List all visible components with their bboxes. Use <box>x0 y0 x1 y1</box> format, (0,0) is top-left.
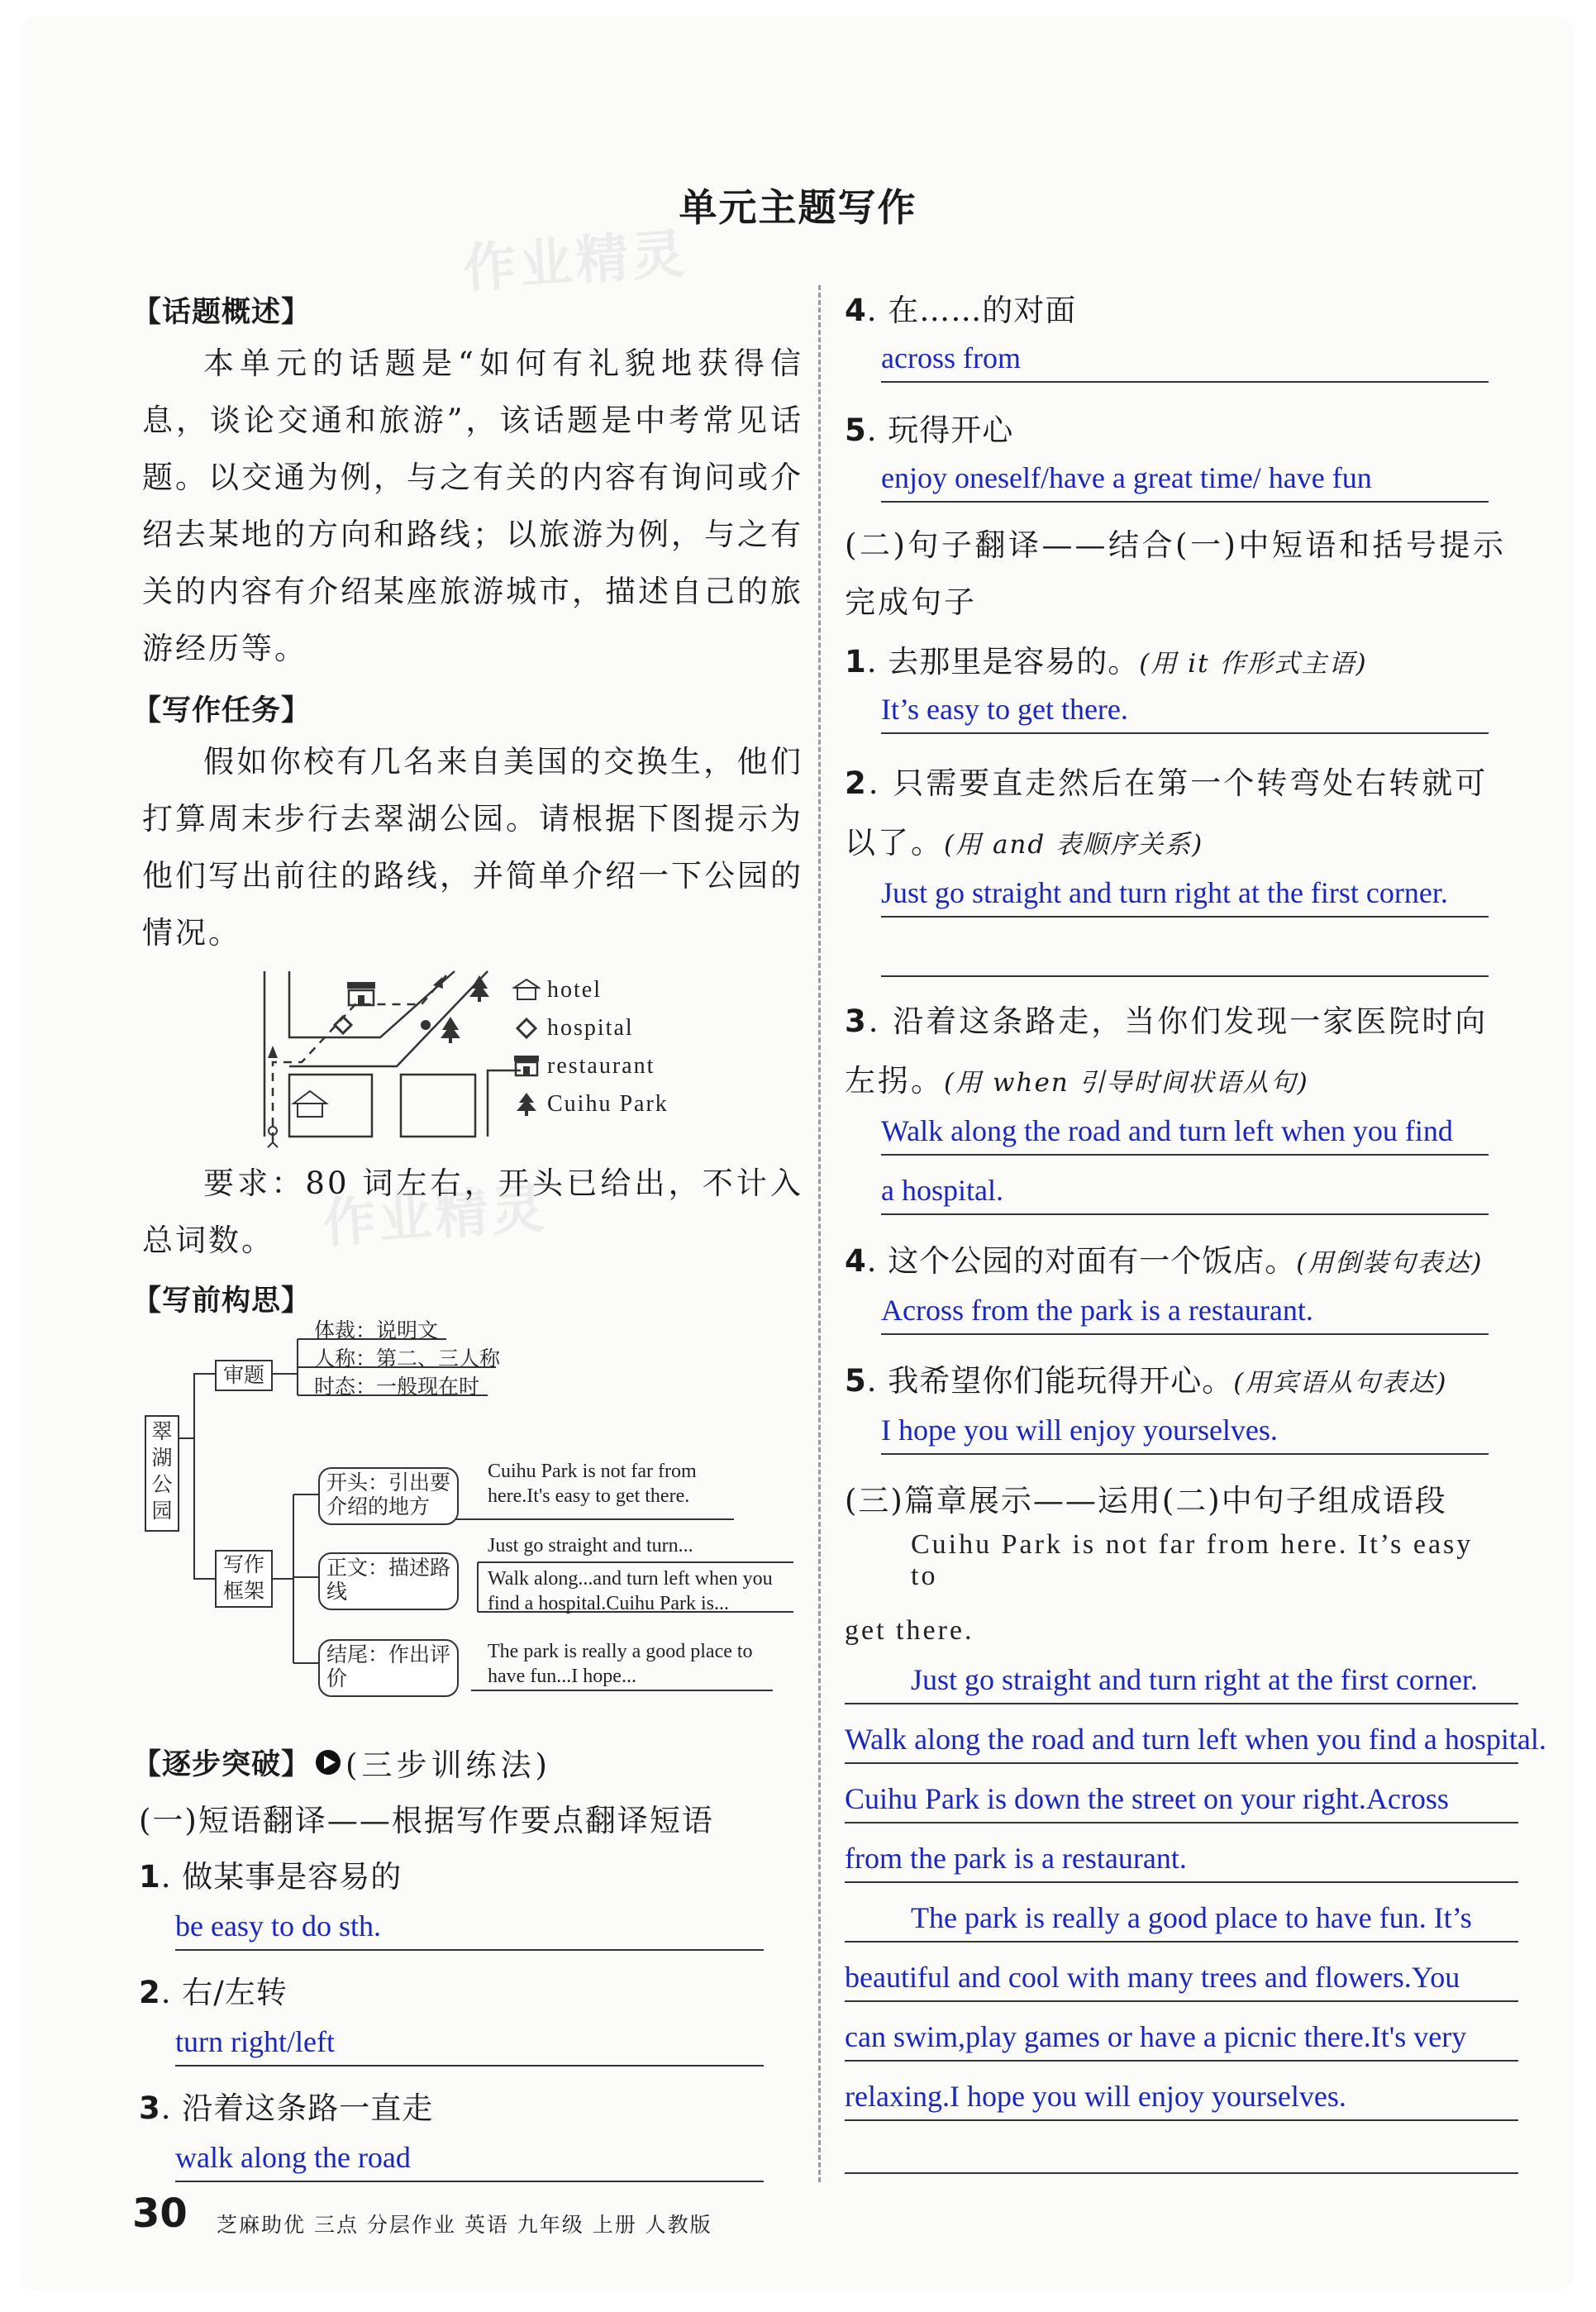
phrase-answer: walk along the road <box>175 2139 764 2182</box>
legend-hotel: hotel <box>512 971 760 1009</box>
steps-heading-note: (三步训练法) <box>345 1747 551 1783</box>
hotel-icon <box>293 1091 326 1117</box>
topic-text <box>142 335 803 677</box>
sentence-item: 5. 我希望你们能玩得开心。(用宾语从句表达) I hope you will enjoy yourselves. <box>845 1356 1506 1455</box>
steps-heading: 【逐步突破】 <box>132 1748 312 1781</box>
essay-line: beautiful and cool with many trees and flowers.You <box>845 1959 1518 2002</box>
task-paragraph: 假如你校有几名来自美国的交换生，他们打算周末步行去翠湖公园。请根据下图提示为他们写出前往的路线，并简单介绍一下公园的情况。 <box>142 744 803 951</box>
column-divider <box>818 285 821 2182</box>
essay <box>845 1529 1546 2174</box>
mindmap-branch-review: 审题 <box>215 1360 273 1391</box>
phrase-item: 3. 沿着这条路一直走 walk along the road <box>139 2083 800 2182</box>
legend-hospital: hospital <box>512 1009 760 1047</box>
sentence-answer: Across from the park is a restaurant. <box>881 1292 1489 1335</box>
hospital-icon <box>335 1017 351 1033</box>
hospital-icon <box>512 1016 541 1041</box>
essay-line: from the park is a restaurant. <box>845 1840 1518 1883</box>
sentence-answer: It’s easy to get there. <box>881 691 1489 734</box>
restaurant-icon <box>347 982 375 1005</box>
restaurant-icon <box>512 1054 541 1079</box>
sentence-answer: Walk along the road and turn left when you find <box>881 1113 1489 1156</box>
task-text <box>142 733 803 961</box>
sentence-answer: Just go straight and turn right at the first corner. <box>881 875 1489 918</box>
mindmap-end-box: 结尾：作出评价 <box>318 1639 459 1697</box>
sentence-item: 4. 这个公园的对面有一个饭店。(用倒装句表达) Across from the park is a restaurant. <box>845 1236 1506 1335</box>
person-icon <box>268 1127 278 1147</box>
phrase-item: 4. 在……的对面 across from <box>845 285 1506 383</box>
arrow-icon <box>268 1046 278 1058</box>
steps-heading-row <box>132 1740 551 1785</box>
mindmap-start-box: 开头：引出要介绍的地方 <box>318 1467 459 1525</box>
essay-line: Walk along the road and turn left when you find a hospital. <box>845 1721 1518 1764</box>
mindmap-root: 翠湖公园 <box>145 1415 179 1532</box>
mindmap-genre: 体裁：说明文 <box>314 1318 439 1342</box>
page-number: 30 <box>132 2190 188 2237</box>
sentence-item: 3. 沿着这条路走，当你们发现一家医院时向左拐。(用 when 引导时间状语从句) Walk along the road and turn left when you find a hospital. <box>845 992 1506 1215</box>
essay-line: relaxing.I hope you will enjoy yourselves. <box>845 2078 1518 2121</box>
tree-icon <box>441 1017 460 1043</box>
sentence-item: 1. 去那里是容易的。(用 it 作形式主语) It’s easy to get there. <box>845 636 1506 734</box>
legend-restaurant: restaurant <box>512 1047 760 1085</box>
sentence-item: 2. 只需要直走然后在第一个转弯处右转就可以了。(用 and 表顺序关系) Just go straight and turn right at the first corner. <box>845 754 1506 977</box>
essay-given-line: get there. <box>845 1615 974 1646</box>
watermark: 作业精灵 <box>321 1178 550 1256</box>
plan-heading: 【写前构思】 <box>132 1285 312 1318</box>
watermark: 作业精灵 <box>461 223 690 301</box>
sentence-answer: a hospital. <box>881 1172 1489 1215</box>
task-heading: 【写作任务】 <box>132 694 312 727</box>
requirement-paragraph: 要求：80 词左右，开头已给出，不计入总词数。 <box>142 1166 803 1258</box>
mindmap-person: 人称：第二、三人称 <box>314 1347 501 1371</box>
essay-line: Cuihu Park is down the street on your right.Across <box>845 1780 1518 1823</box>
footer-text: 芝麻助优 三点 分层作业 英语 九年级 上册 人教版 <box>217 2213 712 2237</box>
map-legend <box>512 971 760 1123</box>
essay-line: The park is really a good place to have fun. It’s <box>845 1900 1518 1943</box>
answer-line <box>881 975 1489 977</box>
mindmap-tense: 时态：一般现在时 <box>314 1375 480 1399</box>
phrase-item: 5. 玩得开心 enjoy oneself/have a great time/ have fun <box>845 405 1506 503</box>
essay-line: Just go straight and turn right at the first corner. <box>845 1661 1518 1704</box>
topic-paragraph: 本单元的话题是“如何有礼貌地获得信息，谈论交通和旅游”，该话题是中考常见话题。以交通为例，与之有关的内容有询问或介绍去某地的方向和路线；以旅游为例，与之有关的内容有介绍某座旅游城市，描述自己的旅游经历等。 <box>142 346 803 666</box>
topic-heading: 【话题概述】 <box>132 296 312 329</box>
arrow-icon <box>433 977 443 989</box>
mindmap-body-box: 正文：描述路线 <box>318 1552 459 1610</box>
mindmap-body-text-1: Just go straight and turn... <box>488 1535 693 1556</box>
part2-title: (二)句子翻译——结合(一)中短语和括号提示完成句子 <box>845 527 1506 620</box>
mindmap-branch-frame: 写作框架 <box>215 1550 273 1608</box>
play-icon <box>314 1748 342 1776</box>
phrase-answer: be easy to do sth. <box>175 1908 764 1951</box>
sentence-answer: I hope you will enjoy yourselves. <box>881 1412 1489 1455</box>
mind-map <box>141 1318 802 1719</box>
mindmap-start-text: Cuihu Park is not far from here.It's easy to get there. <box>488 1461 697 1507</box>
requirement-text <box>142 1155 803 1269</box>
phrase-answer: enjoy oneself/have a great time/ have fun <box>881 460 1489 503</box>
essay-line: can swim,play games or have a picnic there.It's very <box>845 2019 1518 2062</box>
phrase-item: 1. 做某事是容易的 be easy to do sth. <box>139 1852 800 1951</box>
phrase-answer: across from <box>881 340 1489 383</box>
page-title: 单元主题写作 <box>679 185 917 230</box>
hotel-icon <box>512 978 541 1003</box>
part1-title: (一)短语翻译——根据写作要点翻译短语 <box>139 1803 714 1838</box>
answer-line <box>845 2172 1518 2174</box>
phrase-answer: turn right/left <box>175 2024 764 2066</box>
mindmap-body-text-2: Walk along...and turn left when you find a hospital.Cuihu Park is... <box>488 1568 773 1614</box>
legend-park: Cuihu Park <box>512 1085 760 1123</box>
essay-given-line: Cuihu Park is not far from here. It’s easy to <box>911 1529 1474 1591</box>
phrase-item: 2. 右/左转 turn right/left <box>139 1967 800 2066</box>
part3-title: (三)篇章展示——运用(二)中句子组成语段 <box>845 1483 1447 1518</box>
mindmap-end-text: The park is really a good place to have fun...I hope... <box>488 1641 753 1687</box>
tree-icon <box>469 975 489 1002</box>
tree-icon <box>512 1092 541 1117</box>
